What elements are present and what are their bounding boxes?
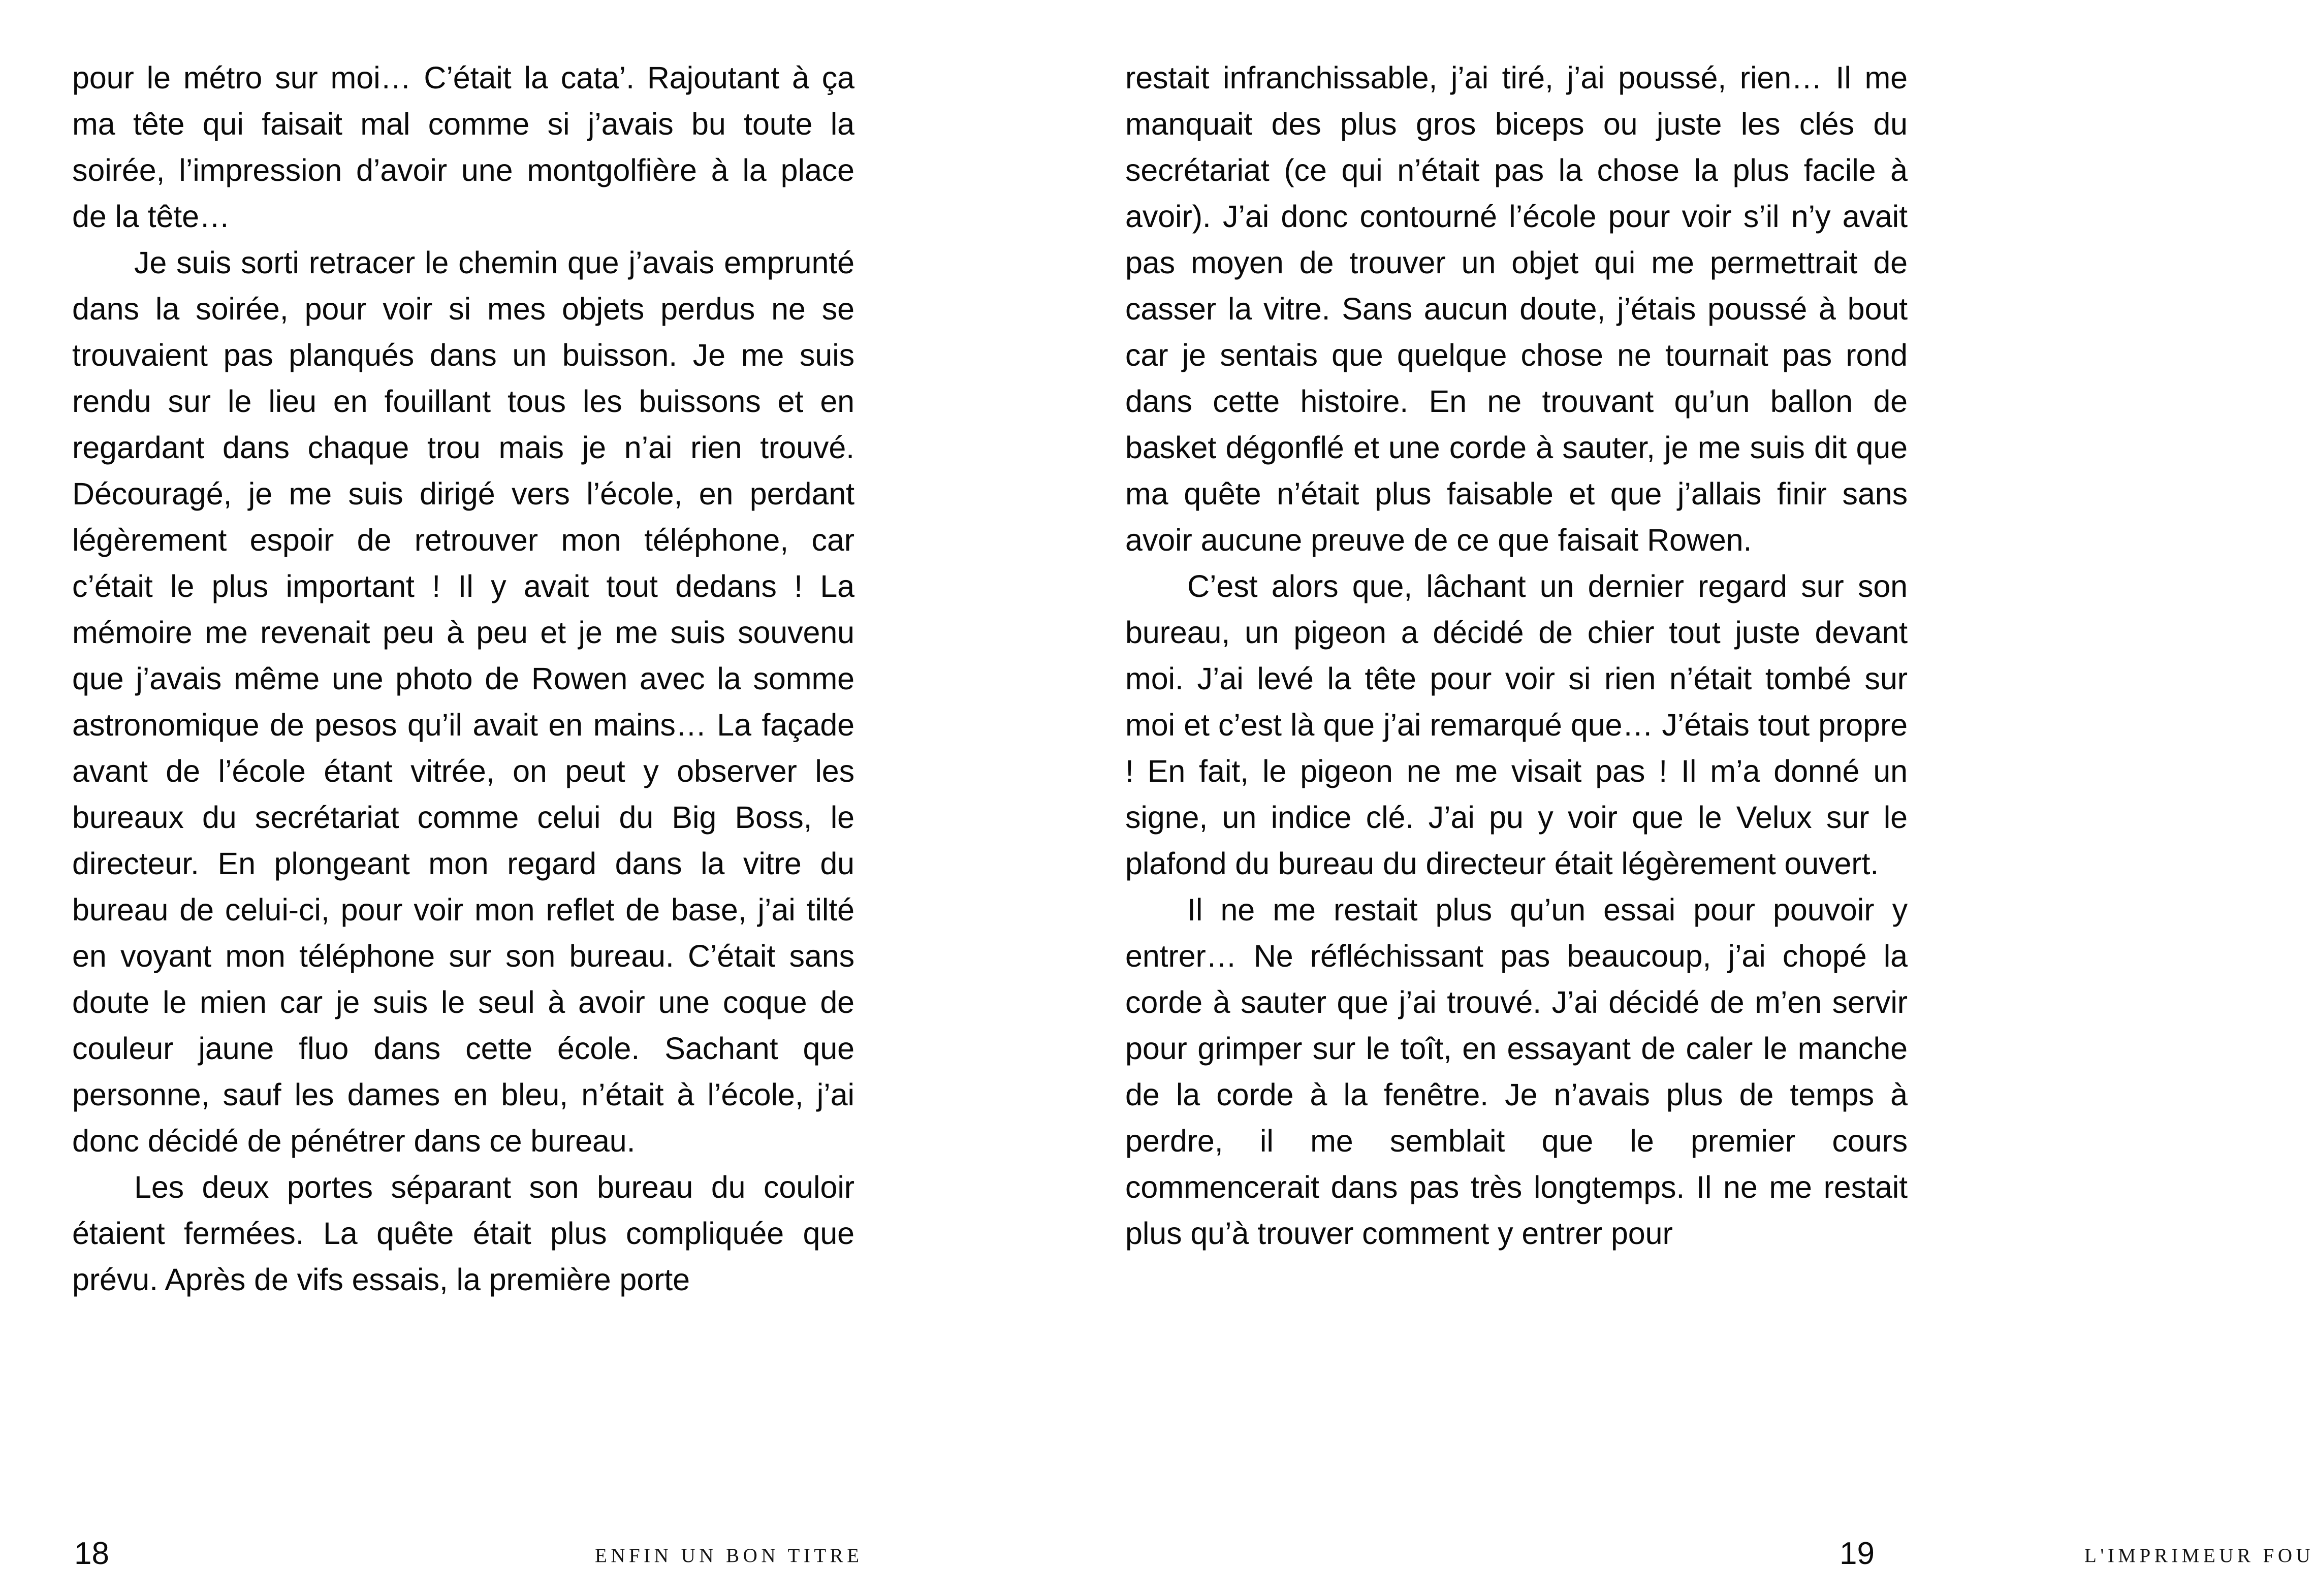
right-page-text-column — [1125, 55, 1908, 1257]
left-page-text-column — [72, 55, 854, 1303]
paragraph: Il ne me restait plus qu’un essai pour pouvoir y entrer… Ne réfléchissant pas beaucoup, j’ai chopé la corde à sauter que j’ai trouvé. J’ai décidé de m’en servir pour grimper sur le toît, en essayant de caler le manche de la corde à la fenêtre. Je n’avais plus de temps à perdre, il me semblait que le premier cours commencerait dans pas très longtemps. Il ne me restait plus qu’à trouver comment y entrer pour — [1125, 892, 1908, 1251]
page-number-right: 19 — [1840, 1536, 1875, 1571]
page-number-left: 18 — [74, 1536, 109, 1571]
paragraph: C’est alors que, lâchant un dernier regard sur son bureau, un pigeon a décidé de chier tout juste devant moi. J’ai levé la tête pour voir si rien n’était tombé sur moi et c’est là que j’ai remarqué que… J’étais tout propre ! En fait, le pigeon ne me visait pas ! Il m’a donné un signe, un indice clé. J’ai pu y voir que le Velux sur le plafond du bureau du directeur était légèrement ouvert. — [1125, 569, 1908, 881]
left-page — [0, 0, 975, 1596]
running-head-right: L'IMPRIMEUR FOU — [2084, 1545, 2314, 1567]
right-page-footer — [975, 1494, 2314, 1596]
left-page-footer — [0, 1494, 975, 1596]
right-page — [975, 0, 2314, 1596]
paragraph: pour le métro sur moi… C’était la cata’. Rajoutant à ça ma tête qui faisait mal comme si j’avais bu toute la soirée, l’impression d’avoir une montgolfière à la place de la tête… — [72, 60, 854, 234]
paragraph: Les deux portes séparant son bureau du couloir étaient fermées. La quête était plus compliquée que prévu. Après de vifs essais, la première porte — [72, 1170, 854, 1297]
running-head-left: ENFIN UN BON TITRE — [595, 1545, 863, 1567]
paragraph: restait infranchissable, j’ai tiré, j’ai poussé, rien… Il me manquait des plus gros biceps ou juste les clés du secrétariat (ce qui n’était pas la chose la plus facile à avoir). J’ai donc contourné l’école pour voir s’il n’y avait pas moyen de trouver un objet qui me permettrait de casser la vitre. Sans aucun doute, j’étais poussé à bout car je sentais que quelque chose ne tournait pas rond dans cette histoire. En ne trouvant qu’un ballon de basket dégonflé et une corde à sauter, je me suis dit que ma quête n’était plus faisable et que j’allais finir sans avoir aucune preuve de ce que faisait Rowen. — [1125, 60, 1908, 557]
paragraph: Je suis sorti retracer le chemin que j’avais emprunté dans la soirée, pour voir si mes objets perdus ne se trouvaient pas planqués dans un buisson. Je me suis rendu sur le lieu en fouillant tous les buissons et en regardant dans chaque trou mais je n’ai rien trouvé. Découragé, je me suis dirigé vers l’école, en perdant légèrement espoir de retrouver mon téléphone, car c’était le plus important ! Il y avait tout dedans ! La mémoire me revenait peu à peu et je me suis souvenu que j’avais même une photo de Rowen avec la somme astronomique de pesos qu’il avait en mains… La façade avant de l’école étant vitrée, on peut y observer les bureaux du secrétariat comme celui du Big Boss, le directeur. En plongeant mon regard dans la vitre du bureau de celui-ci, pour voir mon reflet de base, j’ai tilté en voyant mon téléphone sur son bureau. C’était sans doute le mien car je suis le seul à avoir une coque de couleur jaune fluo dans cette école. Sachant que personne, sauf les dames en bleu, n’était à l’école, j’ai donc décidé de pénétrer dans ce bureau. — [72, 245, 854, 1158]
